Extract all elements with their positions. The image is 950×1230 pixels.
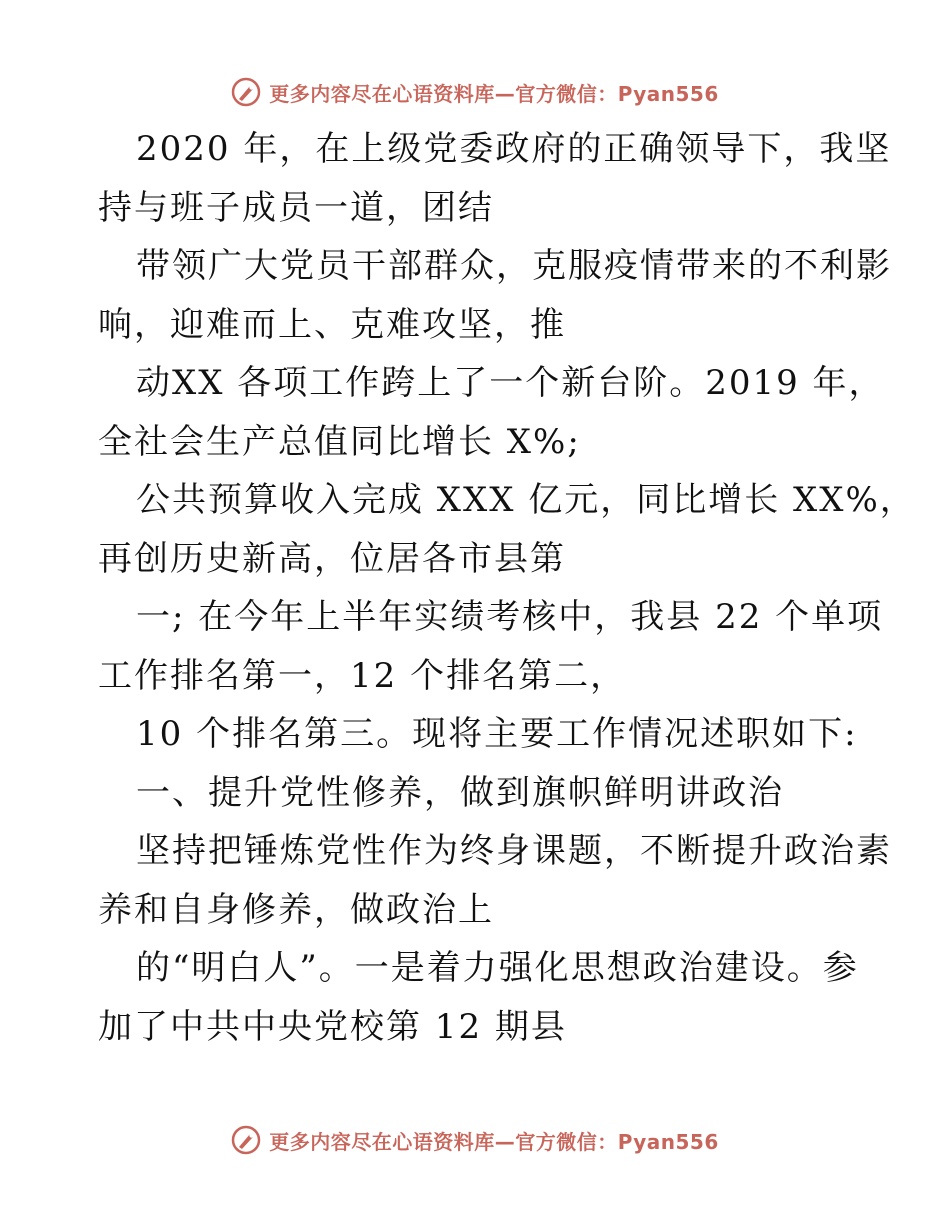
section-heading: 一、提升党性修养，做到旗帜鲜明讲政治 (136, 772, 784, 813)
text-line: 带领广大党员干部群众，克服疫情带来的不利影 (136, 246, 892, 286)
watermark-text: 更多内容尽在心语资料库—官方微信：Pyan556 (269, 1129, 719, 1154)
text-line: 全社会生产总值同比增长 X%; (98, 421, 581, 462)
text-line: 公共预算收入完成 XXX 亿元，同比增长 XX%， (136, 480, 916, 520)
text-line: 响，迎难而上、克难攻坚，推 (98, 304, 566, 345)
text-line: 10 个排名第三。现将主要工作情况述职如下: (136, 714, 858, 754)
text-line: 再创历史新高，位居各市县第 (98, 538, 566, 579)
text-line: 坚持把锤炼党性作为终身课题，不断提升政治素 (136, 831, 892, 871)
footer-watermark (0, 1120, 950, 1160)
text-line: 持与班子成员一道，团结 (98, 187, 494, 228)
text-line: 一; 在今年上半年实绩考核中，我县 22 个单项 (136, 597, 884, 637)
document-body (98, 120, 916, 1056)
text-line: 2020 年，在上级党委政府的正确领导下，我坚 (136, 129, 892, 169)
text-line: 养和自身修养，做政治上 (98, 889, 494, 930)
text-line: 工作排名第一，12 个排名第二， (98, 655, 627, 696)
pen-nib-icon (231, 1125, 261, 1155)
text-line: 的“明白人”。一是着力强化思想政治建设。参 (136, 948, 859, 988)
text-line: 加了中共中央党校第 12 期县 (98, 1006, 567, 1047)
text-line: 动XX 各项工作跨上了一个新台阶。2019 年， (136, 363, 885, 403)
header-watermark (0, 72, 950, 112)
pen-nib-icon (231, 77, 261, 107)
watermark-text: 更多内容尽在心语资料库—官方微信：Pyan556 (269, 81, 719, 106)
